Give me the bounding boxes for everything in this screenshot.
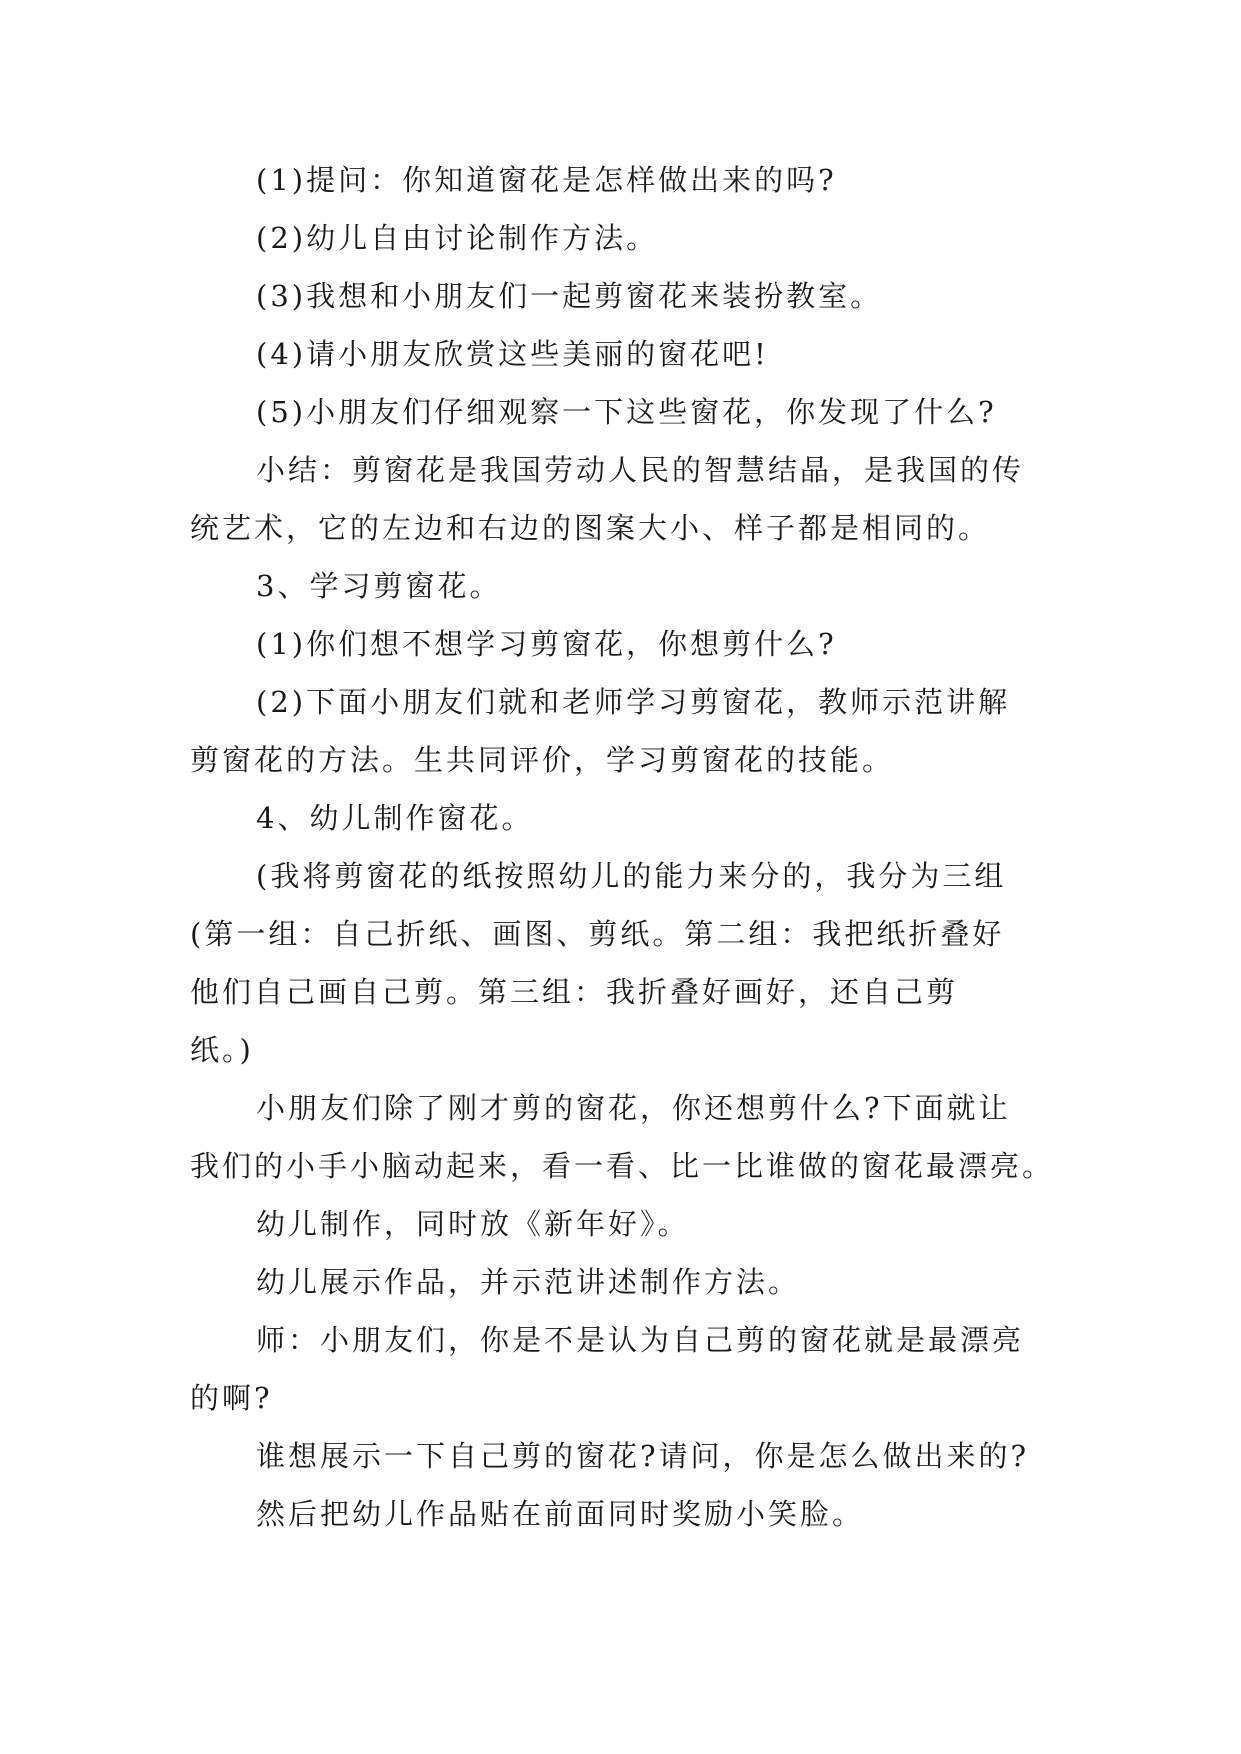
paragraph-line: (1)你们想不想学习剪窗花，你想剪什么? <box>256 627 837 661</box>
paragraph-line: 小结：剪窗花是我国劳动人民的智慧结晶，是我国的传 <box>256 453 1025 487</box>
paragraph-line: 他们自己画自己剪。第三组：我折叠好画好，还自己剪 <box>190 975 959 1009</box>
paragraph-line: (我将剪窗花的纸按照幼儿的能力来分的，我分为三组 <box>256 859 1007 893</box>
paragraph-line: 师：小朋友们，你是不是认为自己剪的窗花就是最漂亮 <box>256 1323 1025 1357</box>
paragraph-line: 我们的小手小脑动起来，看一看、比一比谁做的窗花最漂亮。 <box>190 1149 1055 1183</box>
section-heading: 3、学习剪窗花。 <box>256 569 502 603</box>
paragraph-line: 统艺术，它的左边和右边的图案大小、样子都是相同的。 <box>190 511 991 545</box>
paragraph-line: (4)请小朋友欣赏这些美丽的窗花吧! <box>256 337 769 371</box>
paragraph-line: (5)小朋友们仔细观察一下这些窗花，你发现了什么? <box>256 395 997 429</box>
paragraph-line: 纸。) <box>190 1033 254 1067</box>
paragraph-line: 谁想展示一下自己剪的窗花?请问，你是怎么做出来的? <box>256 1439 1030 1473</box>
paragraph-line: 幼儿制作，同时放《新年好》。 <box>256 1207 690 1241</box>
section-heading: 4、幼儿制作窗花。 <box>256 801 534 835</box>
paragraph-line: 幼儿展示作品，并示范讲述制作方法。 <box>256 1265 801 1299</box>
paragraph-line: 小朋友们除了刚才剪的窗花，你还想剪什么?下面就让 <box>256 1091 1011 1125</box>
paragraph-line: (2)下面小朋友们就和老师学习剪窗花，教师示范讲解 <box>256 685 1011 719</box>
paragraph-line: (3)我想和小朋友们一起剪窗花来装扮教室。 <box>256 279 883 313</box>
paragraph-line: 然后把幼儿作品贴在前面同时奖励小笑脸。 <box>256 1497 865 1531</box>
paragraph-line: 剪窗花的方法。生共同评价，学习剪窗花的技能。 <box>190 743 895 777</box>
paragraph-line: (1)提问：你知道窗花是怎样做出来的吗? <box>256 163 837 197</box>
paragraph-line: (2)幼儿自由讨论制作方法。 <box>256 221 659 255</box>
paragraph-line: 的啊? <box>190 1381 273 1415</box>
paragraph-line: (第一组：自己折纸、画图、剪纸。第二组：我把纸折叠好 <box>190 917 1005 951</box>
